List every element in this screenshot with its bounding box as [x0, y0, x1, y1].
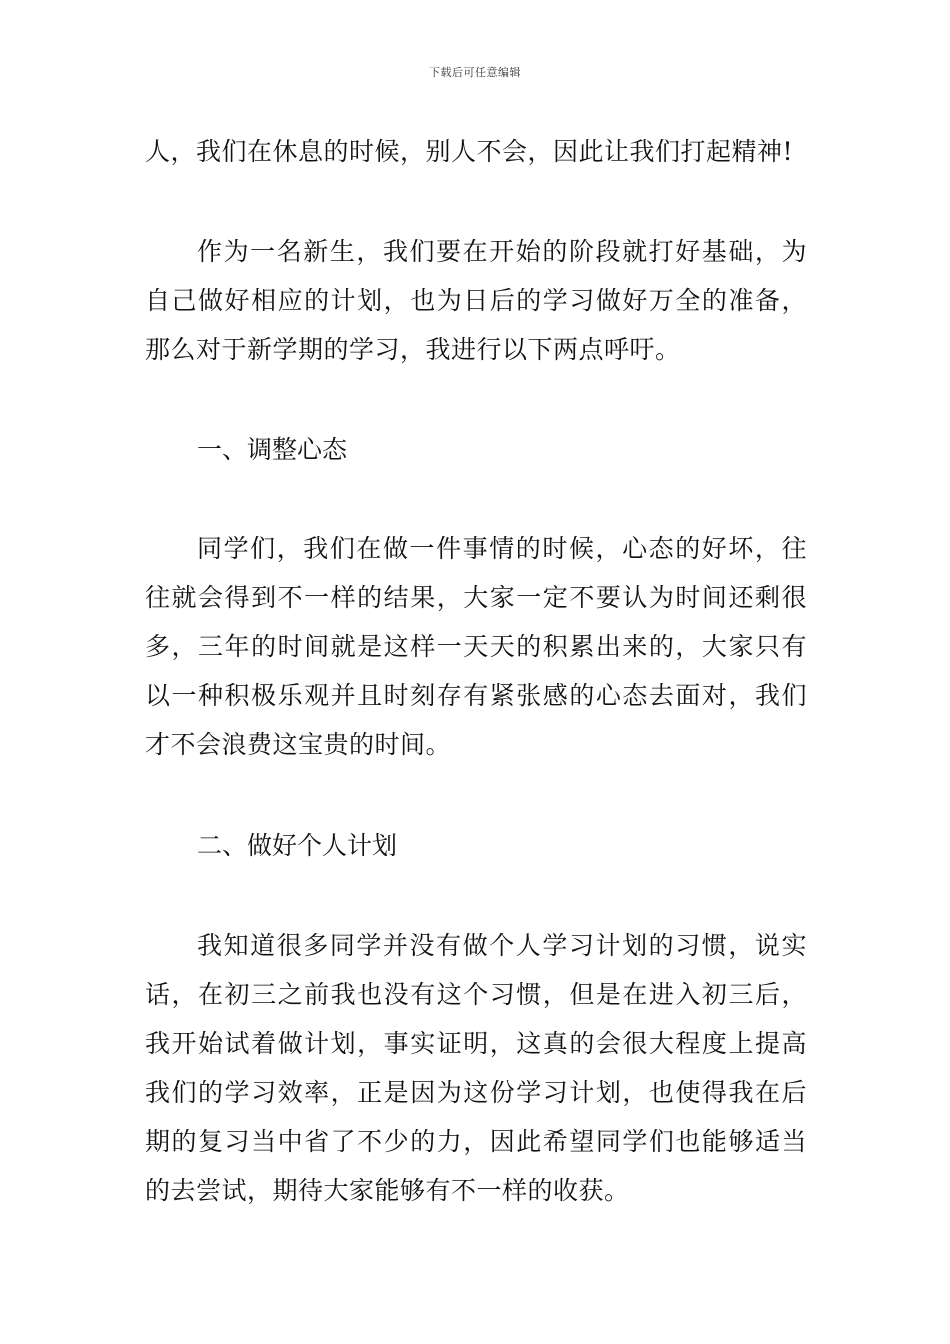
section-heading-plan: 二、做好个人计划 [197, 831, 398, 860]
attitude-paragraph: 同学们，我们在做一件事情的时候，心态的好坏，往往就会得到不一样的结果，大家一定不要认为时间还剩很多，三年的时间就是这样一天天的积累出来的，大家只有以一种积极乐观并且时刻存有紧张感的心态去面对，我们才不会浪费这宝贵的时间。 [145, 534, 807, 759]
intro-paragraph: 人，我们在休息的时候，别人不会，因此让我们打起精神! [145, 137, 794, 166]
plan-paragraph: 我知道很多同学并没有做个人学习计划的习惯，说实话，在初三之前我也没有这个习惯，但是在进入初三后，我开始试着做计划，事实证明，这真的会很大程度上提高我们的学习效率，正是因为这份学习计划，也使得我在后期的复习当中省了不少的力，因此希望同学们也能够适当的去尝试，期待大家能够有不一样的收获。 [145, 931, 807, 1205]
section-heading-attitude: 一、调整心态 [197, 435, 348, 464]
header-note: 下载后可任意编辑 [429, 66, 521, 79]
new-student-paragraph: 作为一名新生，我们要在开始的阶段就打好基础，为自己做好相应的计划，也为日后的学习做好万全的准备，那么对于新学期的学习，我进行以下两点呼吁。 [145, 237, 807, 364]
